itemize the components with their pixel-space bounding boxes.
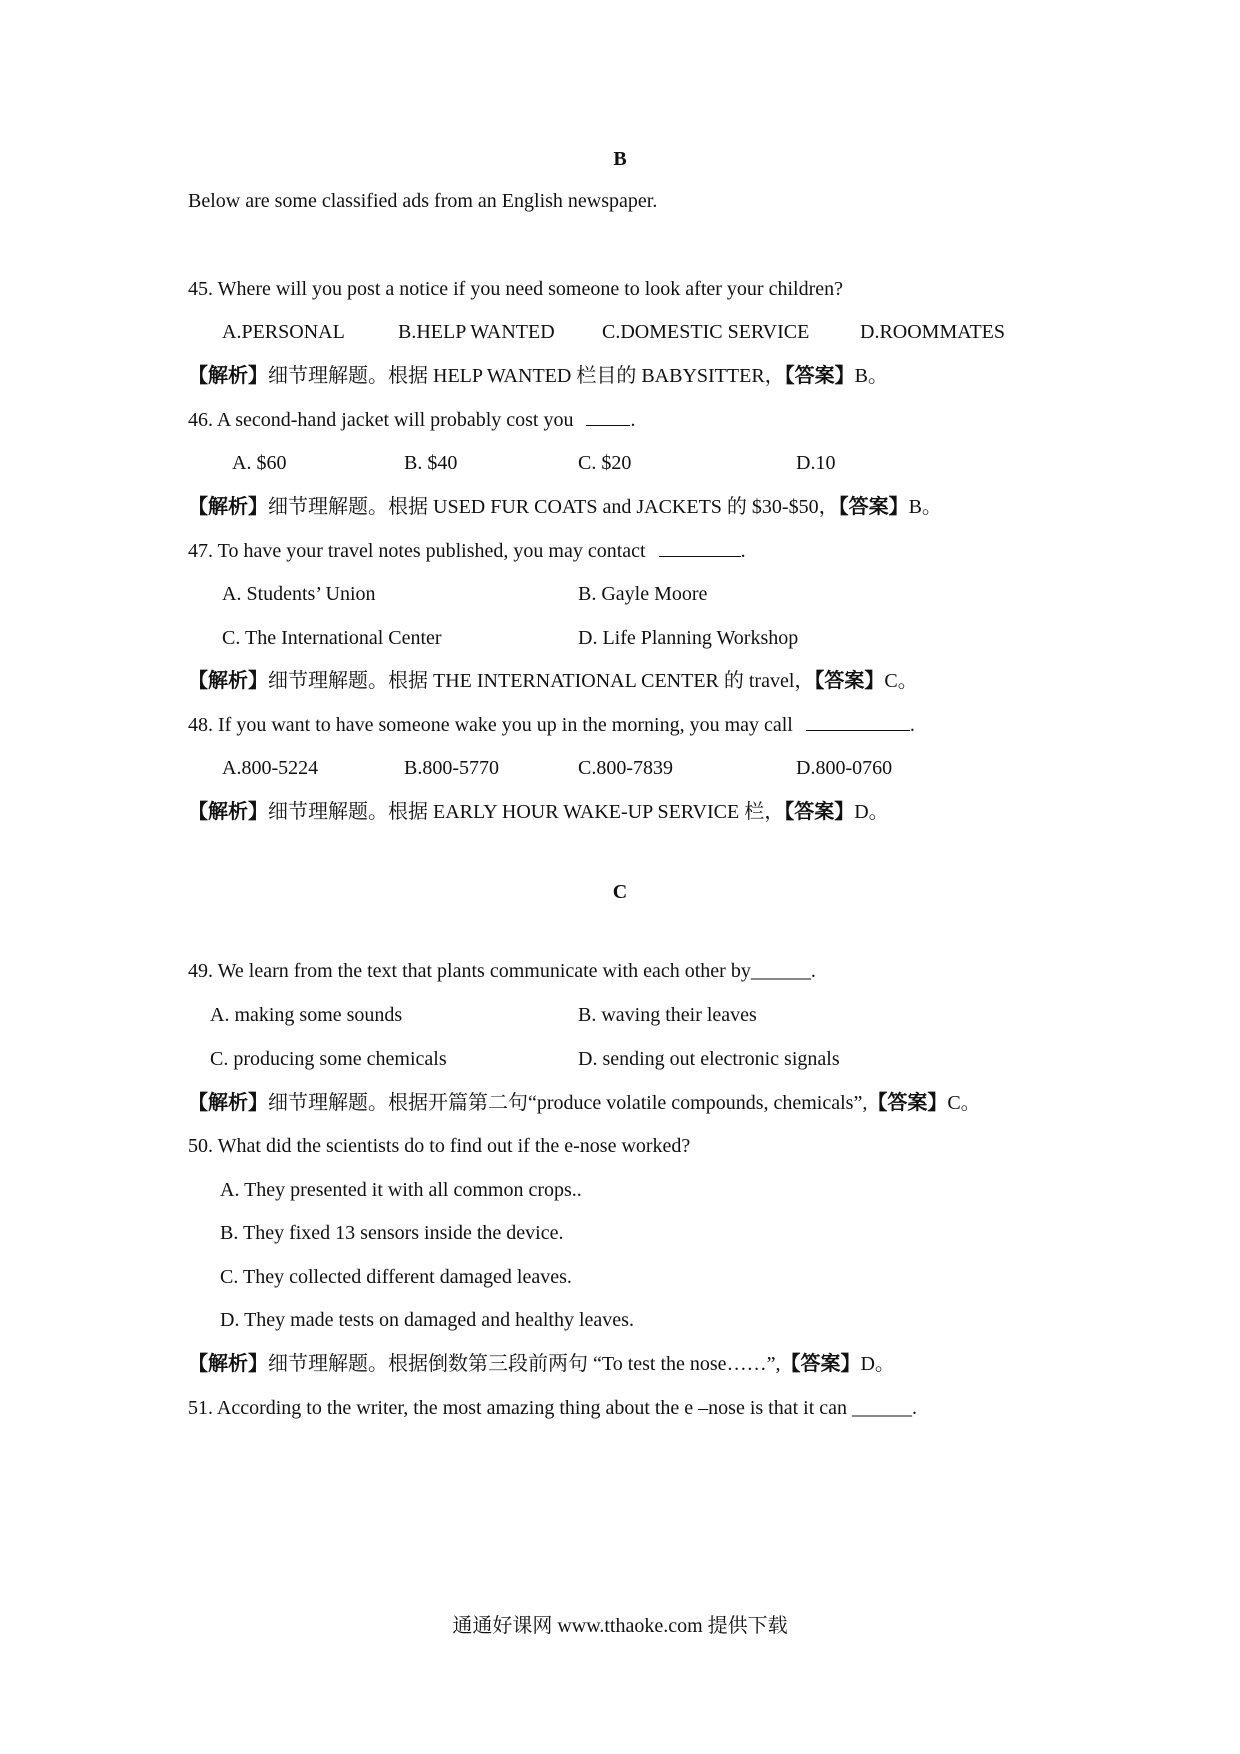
q47-option-d: D. Life Planning Workshop bbox=[578, 627, 799, 649]
answer-tag: 【答案】 bbox=[838, 496, 909, 518]
analysis-tag: 【解析】 bbox=[188, 801, 268, 823]
q49-option-a: A. making some sounds bbox=[210, 1004, 403, 1026]
answer-value: B。 bbox=[854, 365, 889, 387]
q45-analysis bbox=[188, 363, 888, 389]
q46-stem bbox=[188, 407, 635, 433]
q48-stem bbox=[188, 712, 915, 738]
q47-stem-text: 47. To have your travel notes published, you may contact bbox=[188, 540, 646, 562]
answer-value: B。 bbox=[908, 496, 942, 518]
analysis-text: 细节理解题。根据 USED FUR COATS and JACKETS 的 $30-$50， bbox=[268, 496, 839, 518]
answer-value: D。 bbox=[854, 801, 889, 823]
q49-option-c: C. producing some chemicals bbox=[210, 1048, 447, 1070]
q50-option-b: B. They fixed 13 sensors inside the device. bbox=[220, 1222, 564, 1244]
analysis-text: 细节理解题。根据 THE INTERNATIONAL CENTER 的 travel， bbox=[268, 670, 815, 692]
analysis-text: 细节理解题。根据 HELP WANTED 栏目的 BABYSITTER， bbox=[268, 365, 785, 387]
q46-option-b: B. $40 bbox=[404, 452, 458, 474]
analysis-tag: 【解析】 bbox=[188, 496, 268, 518]
answer-value: C。 bbox=[884, 670, 918, 692]
q46-analysis bbox=[188, 494, 942, 520]
q50-analysis bbox=[188, 1351, 895, 1377]
answer-blank bbox=[586, 407, 630, 426]
answer-tag: 【答案】 bbox=[867, 1092, 948, 1114]
section-c-heading: C bbox=[612, 881, 628, 903]
answer-tag: 【答案】 bbox=[814, 670, 885, 692]
answer-blank bbox=[806, 712, 910, 731]
analysis-text: 细节理解题。根据 EARLY HOUR WAKE-UP SERVICE 栏， bbox=[268, 801, 785, 823]
answer-value: C。 bbox=[947, 1092, 981, 1114]
page-footer: 通通好课网 www.tthaoke.com 提供下载 bbox=[452, 1615, 788, 1637]
q45-option-a: A.PERSONAL bbox=[222, 321, 345, 343]
q47-option-a: A. Students’ Union bbox=[222, 583, 376, 605]
q50-option-c: C. They collected different damaged leaves. bbox=[220, 1266, 572, 1288]
q50-option-a: A. They presented it with all common crops.. bbox=[220, 1179, 582, 1201]
q50-stem: 50. What did the scientists do to find out if the e-nose worked? bbox=[188, 1135, 691, 1157]
analysis-tag: 【解析】 bbox=[188, 670, 268, 692]
analysis-text: 细节理解题。根据倒数第三段前两句 “To test the nose……”, bbox=[268, 1353, 781, 1375]
q46-option-d: D.10 bbox=[796, 452, 836, 474]
answer-tag: 【答案】 bbox=[780, 1353, 861, 1375]
q45-option-d: D.ROOMMATES bbox=[860, 321, 1006, 343]
q47-analysis bbox=[188, 668, 918, 694]
q48-option-a: A.800-5224 bbox=[222, 757, 319, 779]
q48-stem-text: 48. If you want to have someone wake you up in the morning, you may call bbox=[188, 714, 793, 736]
analysis-tag: 【解析】 bbox=[188, 1092, 268, 1114]
q50-option-d: D. They made tests on damaged and healthy leaves. bbox=[220, 1309, 634, 1331]
q49-stem: 49. We learn from the text that plants communicate with each other by______. bbox=[188, 960, 816, 982]
answer-value: D。 bbox=[860, 1353, 895, 1375]
answer-tag: 【答案】 bbox=[784, 801, 855, 823]
q51-stem: 51. According to the writer, the most amazing thing about the e –nose is that it can ______. bbox=[188, 1397, 918, 1419]
q48-option-c: C.800-7839 bbox=[578, 757, 673, 779]
q47-option-c: C. The International Center bbox=[222, 627, 442, 649]
analysis-tag: 【解析】 bbox=[188, 1353, 268, 1375]
q45-option-c: C.DOMESTIC SERVICE bbox=[602, 321, 810, 343]
q49-analysis bbox=[188, 1090, 981, 1116]
q46-option-a: A. $60 bbox=[232, 452, 287, 474]
q45-stem: 45. Where will you post a notice if you need someone to look after your children? bbox=[188, 278, 843, 300]
section-b-intro: Below are some classified ads from an English newspaper. bbox=[188, 190, 658, 212]
q46-stem-text: 46. A second-hand jacket will probably cost you bbox=[188, 409, 574, 431]
q45-option-b: B.HELP WANTED bbox=[398, 321, 555, 343]
answer-tag: 【答案】 bbox=[784, 365, 855, 387]
q47-option-b: B. Gayle Moore bbox=[578, 583, 708, 605]
stem-end: . bbox=[909, 714, 915, 736]
q48-option-b: B.800-5770 bbox=[404, 757, 499, 779]
stem-end: . bbox=[630, 409, 636, 431]
analysis-text: 细节理解题。根据开篇第二句“produce volatile compounds, chemicals”, bbox=[268, 1092, 868, 1114]
q49-option-d: D. sending out electronic signals bbox=[578, 1048, 840, 1070]
q48-analysis bbox=[188, 799, 889, 825]
section-b-heading: B bbox=[613, 148, 627, 170]
q49-option-b: B. waving their leaves bbox=[578, 1004, 757, 1026]
q47-stem bbox=[188, 538, 746, 564]
q46-option-c: C. $20 bbox=[578, 452, 632, 474]
stem-end: . bbox=[740, 540, 746, 562]
q48-option-d: D.800-0760 bbox=[796, 757, 893, 779]
analysis-tag: 【解析】 bbox=[188, 365, 268, 387]
answer-blank bbox=[659, 538, 741, 557]
